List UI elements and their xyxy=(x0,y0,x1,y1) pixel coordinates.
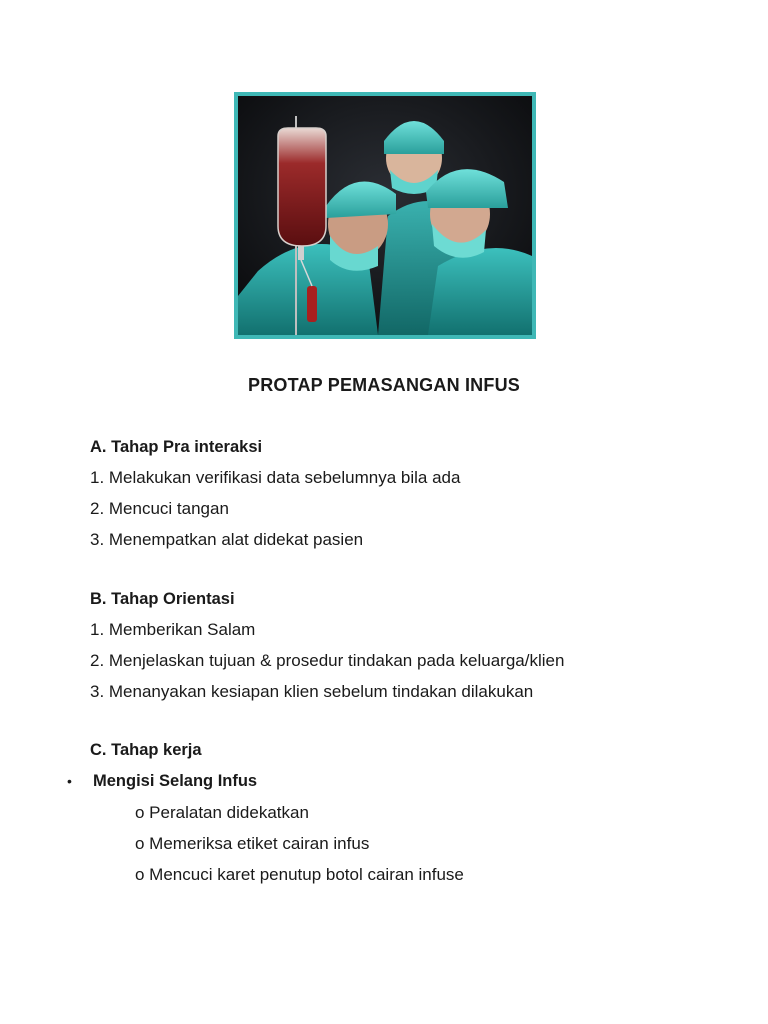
section-a-heading: A. Tahap Pra interaksi xyxy=(90,438,263,456)
section-c-sub-item-2: o Memeriksa etiket cairan infus xyxy=(135,834,370,853)
surgery-photo-illustration xyxy=(238,96,532,335)
section-a-item-2: 2. Mencuci tangan xyxy=(90,499,229,518)
section-b-item-3: 3. Menanyakan kesiapan klien sebelum tindakan dilakukan xyxy=(90,682,534,701)
document-title: PROTAP PEMASANGAN INFUS xyxy=(248,375,520,395)
section-c-sub-item-3: o Mencuci karet penutup botol cairan infuse xyxy=(135,865,464,884)
section-b-item-1: 1. Memberikan Salam xyxy=(90,620,256,639)
section-b-heading: B. Tahap Orientasi xyxy=(90,590,235,608)
section-c-sub-item-1: o Peralatan didekatkan xyxy=(135,803,309,822)
section-c-heading: C. Tahap kerja xyxy=(90,741,202,759)
section-a-item-3: 3. Menempatkan alat didekat pasien xyxy=(90,530,364,549)
section-a-item-1: 1. Melakukan verifikasi data sebelumnya bila ada xyxy=(90,468,461,487)
section-c-bullet-heading: Mengisi Selang Infus xyxy=(93,772,258,790)
section-b-item-2: 2. Menjelaskan tujuan & prosedur tindakan pada keluarga/klien xyxy=(90,651,565,670)
bullet-marker: • xyxy=(67,773,72,789)
surgery-photo xyxy=(234,92,536,339)
